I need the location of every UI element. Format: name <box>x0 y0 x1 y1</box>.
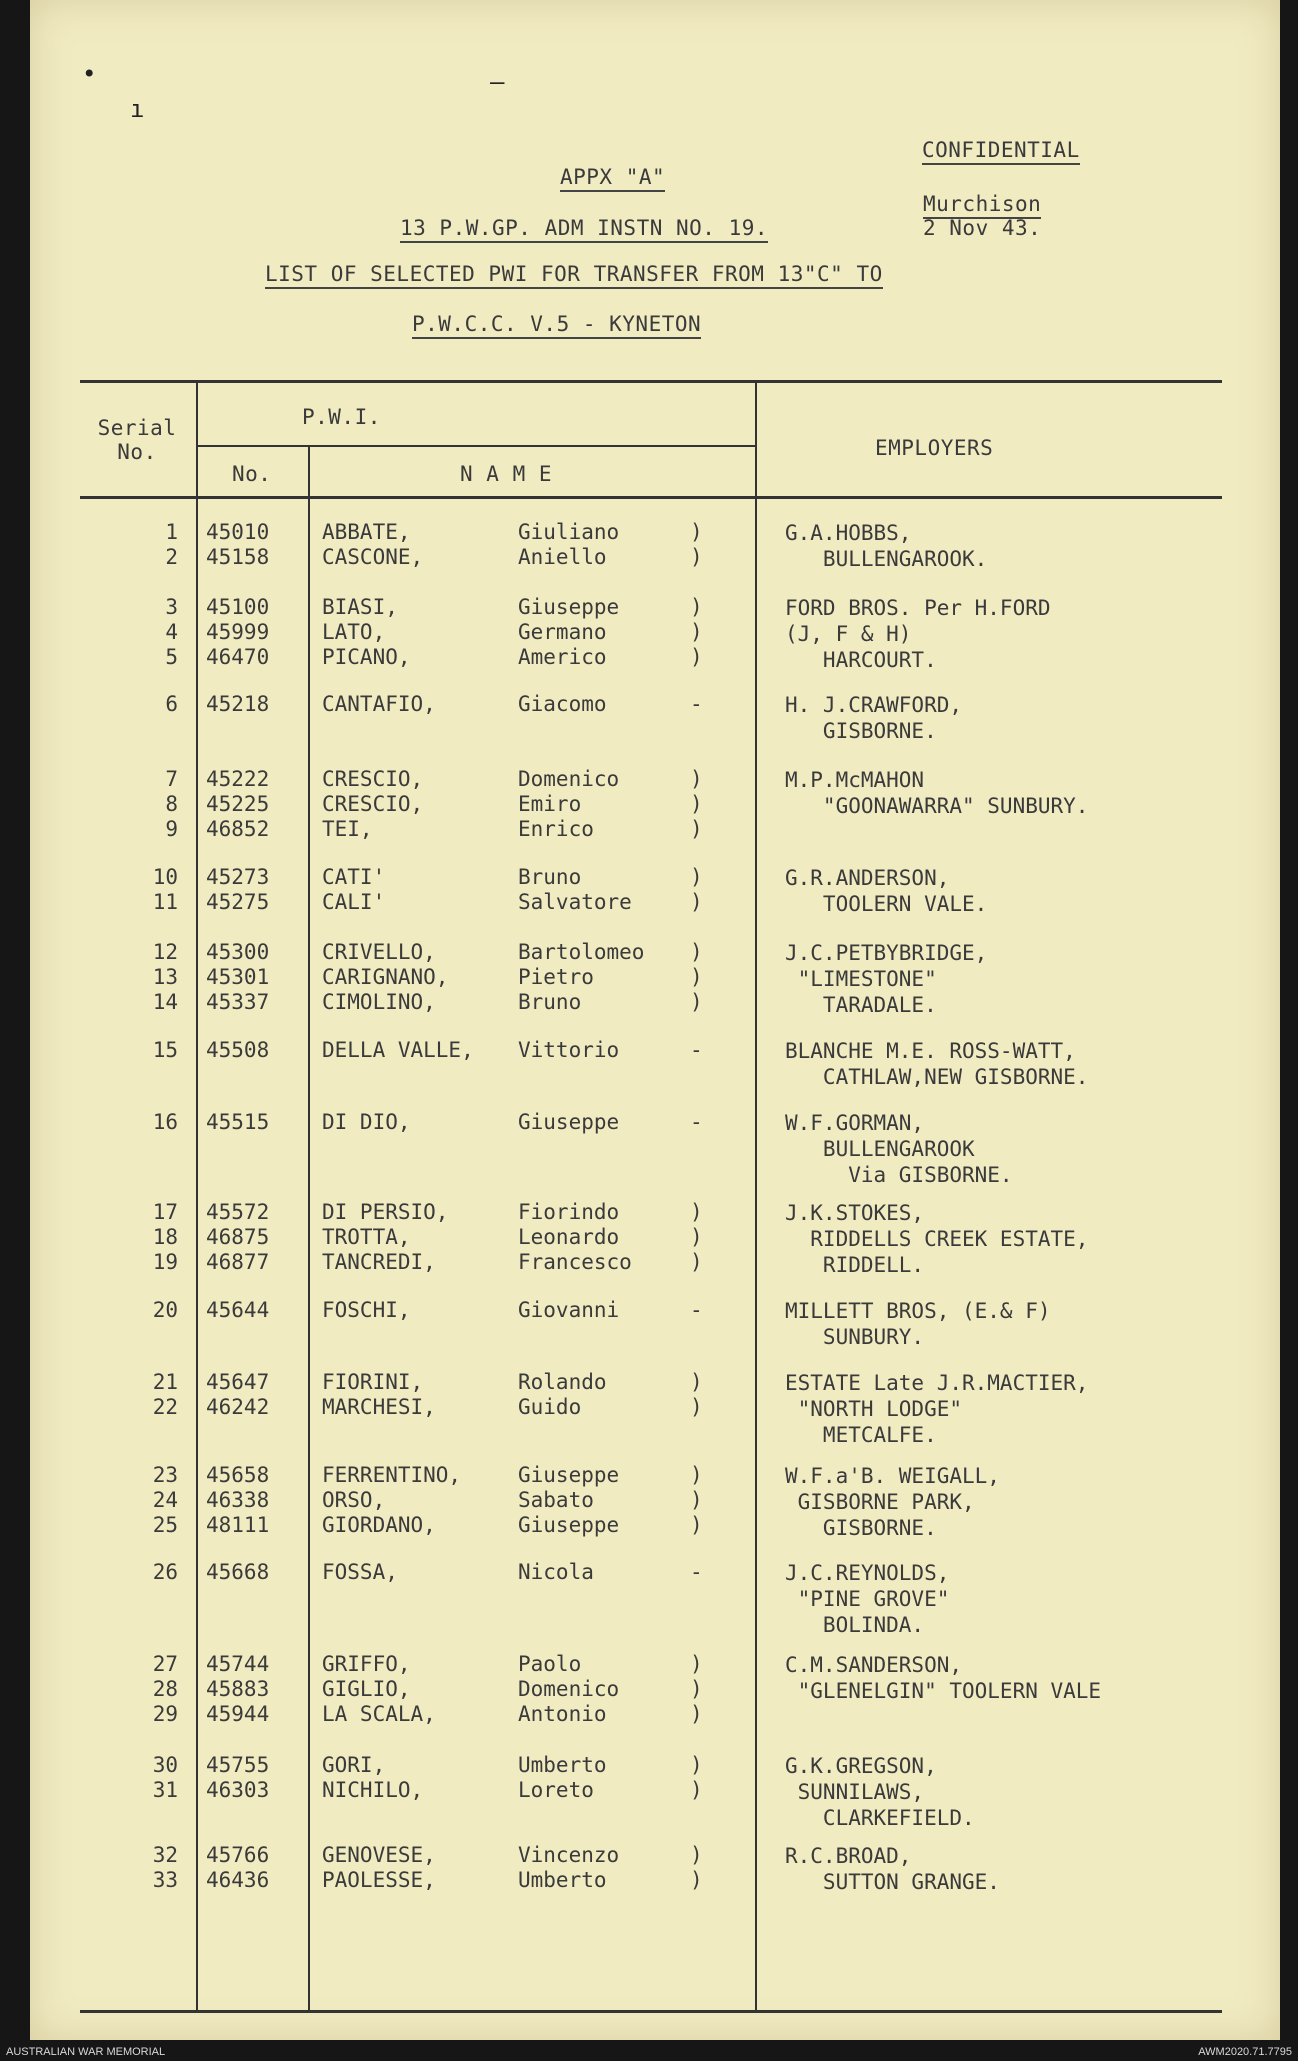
pwi-number: 45508 <box>206 1038 270 1062</box>
surname: ABBATE, <box>322 520 411 544</box>
serial-number: 22 <box>152 1395 178 1419</box>
employer-entry: C.M.SANDERSON, "GLENELGIN" TOOLERN VALE <box>785 1653 1102 1703</box>
surname: ORSO, <box>322 1488 386 1512</box>
first-name: Loreto <box>518 1778 594 1802</box>
first-name: Emiro <box>518 792 582 816</box>
serial-number: 19 <box>152 1250 178 1274</box>
serial-number: 28 <box>152 1677 178 1701</box>
surname: CRIVELLO, <box>322 940 436 964</box>
first-name: Salvatore <box>518 890 632 914</box>
grouping-mark: ) <box>690 990 703 1014</box>
archive-reference: AWM2020.71.7795 <box>1198 2046 1292 2058</box>
first-name: Giuseppe <box>518 595 620 619</box>
grouping-mark: ) <box>690 1677 703 1701</box>
first-name: Giuseppe <box>518 1110 620 1134</box>
first-name: Bruno <box>518 865 582 889</box>
surname: GIGLIO, <box>322 1677 411 1701</box>
serial-number: 8 <box>165 792 178 816</box>
document-subtitle: P.W.C.C. V.5 - KYNETON <box>412 312 701 339</box>
pwi-number: 45944 <box>206 1702 270 1726</box>
employer-entry: BLANCHE M.E. ROSS-WATT, CATHLAW,NEW GISBORNE. <box>785 1039 1089 1089</box>
surname: GIORDANO, <box>322 1513 436 1537</box>
first-name: Giacomo <box>518 692 607 716</box>
grouping-mark: ) <box>690 545 703 569</box>
employer-entry: MILLETT BROS, (E.& F) SUNBURY. <box>785 1299 1051 1349</box>
first-name: Domenico <box>518 767 620 791</box>
first-name: Domenico <box>518 1677 620 1701</box>
surname: LATO, <box>322 620 386 644</box>
pwi-number: 45222 <box>206 767 270 791</box>
pwi-number: 45301 <box>206 965 270 989</box>
serial-number: 12 <box>152 940 178 964</box>
employer-entry: G.A.HOBBS, BULLENGAROOK. <box>785 521 988 571</box>
surname: DELLA VALLE, <box>322 1038 474 1062</box>
location: Murchison <box>923 192 1041 219</box>
surname: PAOLESSE, <box>322 1868 436 1892</box>
grouping-mark: ) <box>690 1702 703 1726</box>
serial-number: 2 <box>165 545 178 569</box>
grouping-mark: ) <box>690 965 703 989</box>
grouping-mark: ) <box>690 520 703 544</box>
first-name: Giovanni <box>518 1298 620 1322</box>
serial-number: 13 <box>152 965 178 989</box>
first-name: Americo <box>518 645 607 669</box>
name-header: N A M E <box>460 462 553 486</box>
first-name: Giuliano <box>518 520 620 544</box>
grouping-mark: - <box>690 692 703 716</box>
serial-number: 29 <box>152 1702 178 1726</box>
first-name: Giuseppe <box>518 1513 620 1537</box>
surname: CIMOLINO, <box>322 990 436 1014</box>
grouping-mark: - <box>690 1038 703 1062</box>
grouping-mark: ) <box>690 1652 703 1676</box>
serial-number: 23 <box>152 1463 178 1487</box>
serial-number: 5 <box>165 645 178 669</box>
surname: TANCREDI, <box>322 1250 436 1274</box>
grouping-mark: ) <box>690 792 703 816</box>
first-name: Giuseppe <box>518 1463 620 1487</box>
surname: DI PERSIO, <box>322 1200 449 1224</box>
serial-number: 31 <box>152 1778 178 1802</box>
first-name: Vittorio <box>518 1038 620 1062</box>
table-top-rule <box>80 380 1222 383</box>
surname: CARIGNANO, <box>322 965 449 989</box>
grouping-mark: ) <box>690 1250 703 1274</box>
surname: CASCONE, <box>322 545 424 569</box>
grouping-mark: - <box>690 1560 703 1584</box>
pwi-subheader-rule <box>196 445 755 447</box>
grouping-mark: ) <box>690 1395 703 1419</box>
surname: CRESCIO, <box>322 792 424 816</box>
pwi-number: 45668 <box>206 1560 270 1584</box>
instruction-reference: 13 P.W.GP. ADM INSTN NO. 19. <box>400 216 768 243</box>
surname: CRESCIO, <box>322 767 424 791</box>
serial-number: 18 <box>152 1225 178 1249</box>
pwi-number: 45744 <box>206 1652 270 1676</box>
appendix-label: APPX "A" <box>560 165 665 192</box>
first-name: Pietro <box>518 965 594 989</box>
grouping-mark: ) <box>690 940 703 964</box>
employer-entry: J.C.REYNOLDS, "PINE GROVE" BOLINDA. <box>785 1561 950 1637</box>
pwi-number: 46875 <box>206 1225 270 1249</box>
employer-entry: J.K.STOKES, RIDDELLS CREEK ESTATE, RIDDELL. <box>785 1201 1089 1277</box>
surname: FERRENTINO, <box>322 1463 462 1487</box>
pwi-header: P.W.I. <box>302 405 381 429</box>
pwi-number: 45218 <box>206 692 270 716</box>
pwi-number: 45273 <box>206 865 270 889</box>
first-name: Nicola <box>518 1560 594 1584</box>
pwi-number: 46338 <box>206 1488 270 1512</box>
surname: FOSCHI, <box>322 1298 411 1322</box>
serial-number: 14 <box>152 990 178 1014</box>
grouping-mark: ) <box>690 865 703 889</box>
first-name: Guido <box>518 1395 582 1419</box>
first-name: Germano <box>518 620 607 644</box>
employer-entry: H. J.CRAWFORD, GISBORNE. <box>785 693 963 743</box>
first-name: Vincenzo <box>518 1843 620 1867</box>
grouping-mark: ) <box>690 1488 703 1512</box>
surname: PICANO, <box>322 645 411 669</box>
employer-entry: J.C.PETBYBRIDGE, "LIMESTONE" TARADALE. <box>785 941 988 1017</box>
first-name: Fiorindo <box>518 1200 620 1224</box>
serial-number: 11 <box>152 890 178 914</box>
surname: CANTAFIO, <box>322 692 436 716</box>
document-page <box>30 0 1280 2040</box>
document-date: 2 Nov 43. <box>923 216 1042 240</box>
serial-number: 3 <box>165 595 178 619</box>
pwi-number: 45658 <box>206 1463 270 1487</box>
serial-number: 16 <box>152 1110 178 1134</box>
archive-name: AUSTRALIAN WAR MEMORIAL <box>6 2046 166 2058</box>
stray-mark: • <box>82 60 97 88</box>
surname: MARCHESI, <box>322 1395 436 1419</box>
employer-entry: W.F.GORMAN, BULLENGAROOK Via GISBORNE. <box>785 1111 1013 1187</box>
first-name: Umberto <box>518 1868 607 1892</box>
serial-column-divider <box>196 380 198 2010</box>
employer-entry: R.C.BROAD, SUTTON GRANGE. <box>785 1844 1000 1894</box>
first-name: Enrico <box>518 817 594 841</box>
grouping-mark: ) <box>690 645 703 669</box>
grouping-mark: ) <box>690 890 703 914</box>
grouping-mark: ) <box>690 620 703 644</box>
grouping-mark: ) <box>690 1753 703 1777</box>
employers-header: EMPLOYERS <box>875 436 994 460</box>
first-name: Francesco <box>518 1250 632 1274</box>
pwi-number: 45275 <box>206 890 270 914</box>
confidential-label: CONFIDENTIAL <box>922 138 1080 165</box>
first-name: Bruno <box>518 990 582 1014</box>
pwi-number: 46242 <box>206 1395 270 1419</box>
serial-number: 1 <box>165 520 178 544</box>
grouping-mark: ) <box>690 1463 703 1487</box>
serial-number: 25 <box>152 1513 178 1537</box>
pwi-number: 45647 <box>206 1370 270 1394</box>
serial-number: 21 <box>152 1370 178 1394</box>
employers-column-divider <box>755 380 757 2010</box>
surname: DI DIO, <box>322 1110 411 1134</box>
grouping-mark: ) <box>690 1868 703 1892</box>
surname: TEI, <box>322 817 373 841</box>
serial-number: 32 <box>152 1843 178 1867</box>
grouping-mark: ) <box>690 1843 703 1867</box>
grouping-mark: - <box>690 1110 703 1134</box>
pwi-number: 45515 <box>206 1110 270 1134</box>
pwi-number: 45225 <box>206 792 270 816</box>
pwi-number: 48111 <box>206 1513 270 1537</box>
number-header: No. <box>232 462 272 486</box>
serial-number: 9 <box>165 817 178 841</box>
first-name: Umberto <box>518 1753 607 1777</box>
grouping-mark: ) <box>690 767 703 791</box>
serial-number: 6 <box>165 692 178 716</box>
employer-entry: FORD BROS. Per H.FORD (J, F & H) HARCOURT. <box>785 596 1051 672</box>
table-bottom-rule <box>80 2010 1222 2013</box>
surname: NICHILO, <box>322 1778 424 1802</box>
employer-entry: W.F.a'B. WEIGALL, GISBORNE PARK, GISBORNE. <box>785 1464 1000 1540</box>
pwi-number: 45337 <box>206 990 270 1014</box>
pwi-number: 45644 <box>206 1298 270 1322</box>
pwi-number: 45010 <box>206 520 270 544</box>
header-bottom-rule <box>80 496 1222 499</box>
serial-number: 4 <box>165 620 178 644</box>
serial-number: 27 <box>152 1652 178 1676</box>
pwi-number: 45755 <box>206 1753 270 1777</box>
surname: CALI' <box>322 890 386 914</box>
grouping-mark: ) <box>690 817 703 841</box>
serial-number: 26 <box>152 1560 178 1584</box>
stray-mark: – <box>490 68 505 96</box>
serial-number: 20 <box>152 1298 178 1322</box>
employer-entry: ESTATE Late J.R.MACTIER, "NORTH LODGE" METCALFE. <box>785 1371 1089 1447</box>
surname: GORI, <box>322 1753 386 1777</box>
surname: LA SCALA, <box>322 1702 436 1726</box>
first-name: Bartolomeo <box>518 940 645 964</box>
first-name: Rolando <box>518 1370 607 1394</box>
grouping-mark: ) <box>690 1513 703 1537</box>
document-title: LIST OF SELECTED PWI FOR TRANSFER FROM 13"C" TO <box>265 262 883 289</box>
surname: TROTTA, <box>322 1225 411 1249</box>
employer-entry: G.K.GREGSON, SUNNILAWS, CLARKEFIELD. <box>785 1754 975 1830</box>
grouping-mark: ) <box>690 1200 703 1224</box>
pwi-number: 45300 <box>206 940 270 964</box>
pwi-number: 45999 <box>206 620 270 644</box>
surname: FIORINI, <box>322 1370 424 1394</box>
grouping-mark: ) <box>690 1370 703 1394</box>
pwi-number: 45100 <box>206 595 270 619</box>
grouping-mark: ) <box>690 595 703 619</box>
serial-number: 30 <box>152 1753 178 1777</box>
pwi-number: 45158 <box>206 545 270 569</box>
surname: BIASI, <box>322 595 398 619</box>
first-name: Leonardo <box>518 1225 620 1249</box>
serial-number: 17 <box>152 1200 178 1224</box>
surname: FOSSA, <box>322 1560 398 1584</box>
employer-entry: G.R.ANDERSON, TOOLERN VALE. <box>785 866 988 916</box>
serial-number: 24 <box>152 1488 178 1512</box>
surname: CATI' <box>322 865 386 889</box>
grouping-mark: - <box>690 1298 703 1322</box>
first-name: Antonio <box>518 1702 607 1726</box>
serial-no-header: Serial No. <box>97 416 177 464</box>
first-name: Sabato <box>518 1488 594 1512</box>
pwi-number: 46852 <box>206 817 270 841</box>
employer-entry: M.P.McMAHON "GOONAWARRA" SUNBURY. <box>785 768 1089 818</box>
first-name: Aniello <box>518 545 607 569</box>
pwi-number: 45572 <box>206 1200 270 1224</box>
serial-number: 33 <box>152 1868 178 1892</box>
serial-number: 7 <box>165 767 178 791</box>
grouping-mark: ) <box>690 1778 703 1802</box>
surname: GRIFFO, <box>322 1652 411 1676</box>
serial-number: 10 <box>152 865 178 889</box>
pwi-number: 46470 <box>206 645 270 669</box>
pwi-number: 45883 <box>206 1677 270 1701</box>
pwi-number: 46436 <box>206 1868 270 1892</box>
archive-footer <box>0 2044 1298 2061</box>
serial-number: 15 <box>152 1038 178 1062</box>
pwi-number: 45766 <box>206 1843 270 1867</box>
number-column-divider <box>308 445 310 2010</box>
stray-mark: ı <box>130 95 145 123</box>
first-name: Paolo <box>518 1652 582 1676</box>
pwi-number: 46303 <box>206 1778 270 1802</box>
grouping-mark: ) <box>690 1225 703 1249</box>
surname: GENOVESE, <box>322 1843 436 1867</box>
pwi-number: 46877 <box>206 1250 270 1274</box>
